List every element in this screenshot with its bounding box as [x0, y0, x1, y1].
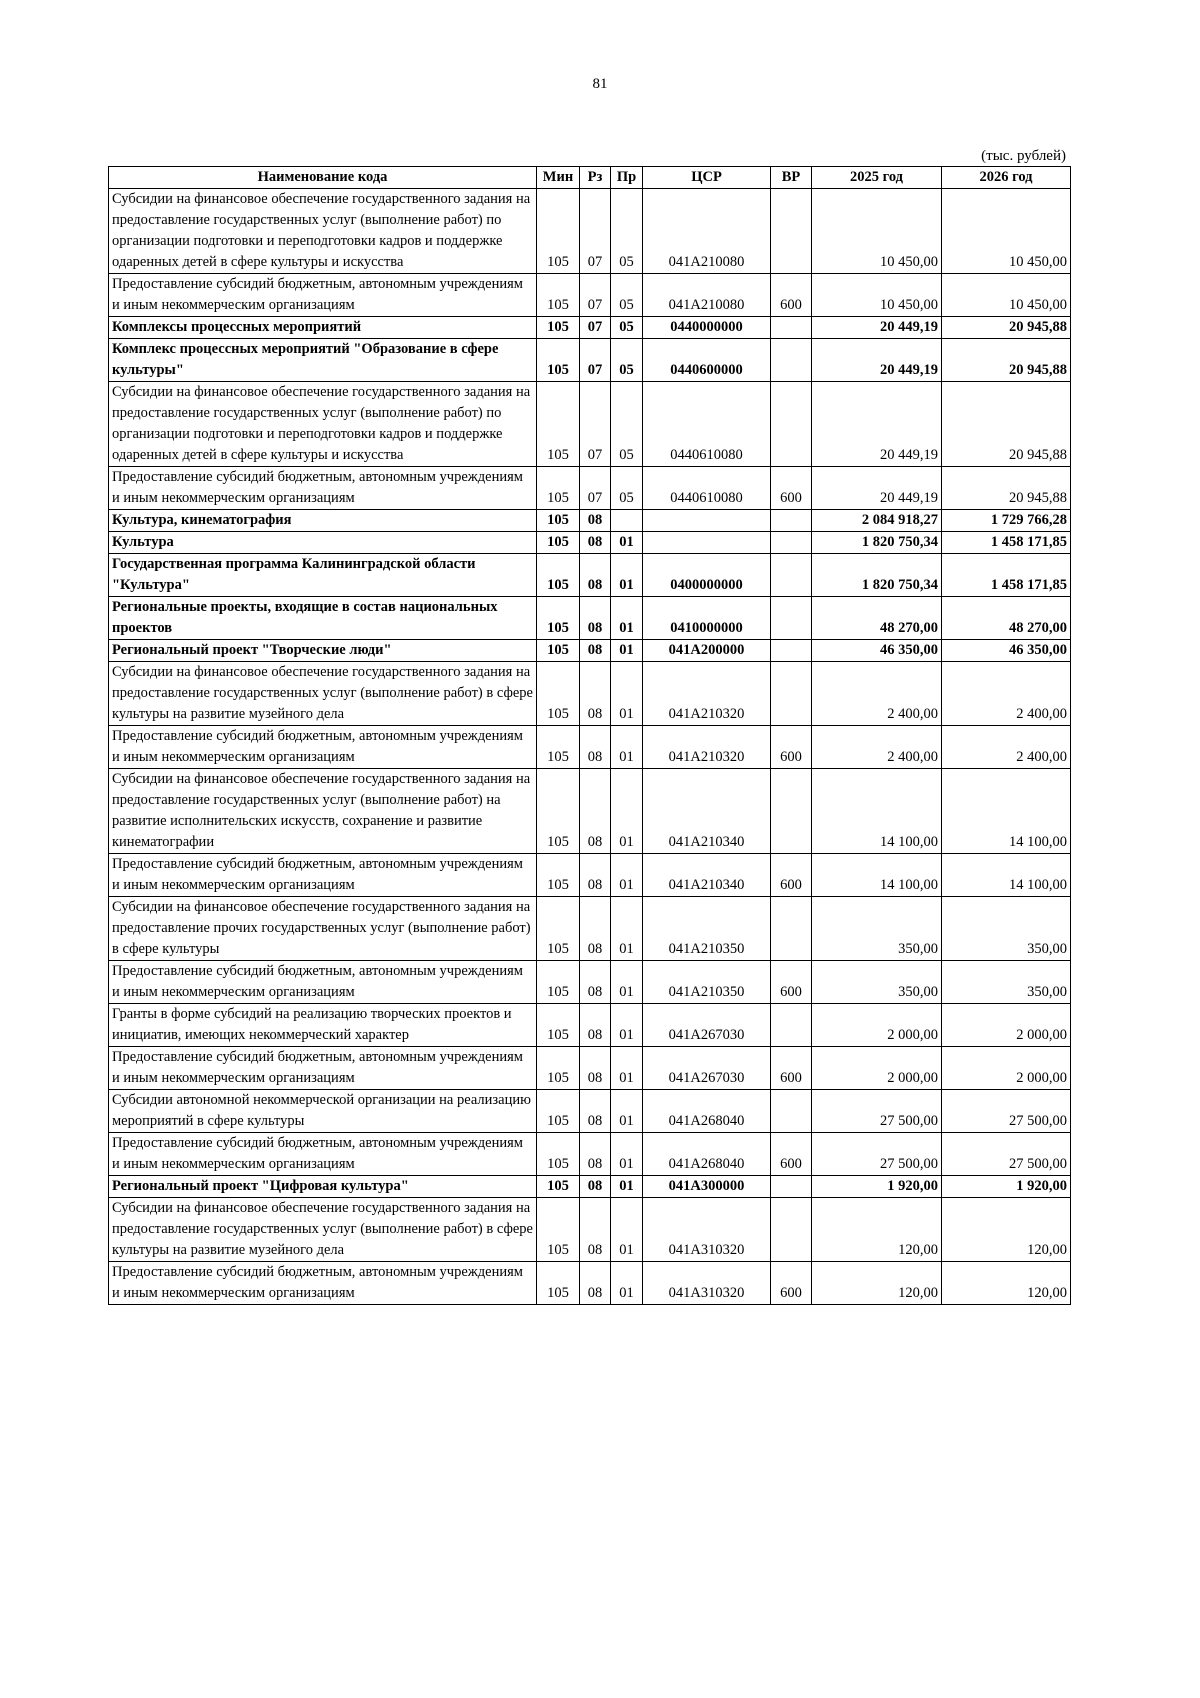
cell-2026: 10 450,00	[942, 274, 1071, 317]
cell-vr: 600	[771, 467, 812, 510]
header-2026: 2026 год	[942, 167, 1071, 189]
page-number: 81	[592, 76, 608, 92]
cell-2026: 1 920,00	[942, 1176, 1071, 1198]
cell-2025: 350,00	[812, 961, 942, 1004]
cell-name: Субсидии автономной некоммерческой организации на реализацию мероприятий в сфере культуры	[109, 1090, 537, 1133]
cell-2025: 2 000,00	[812, 1004, 942, 1047]
cell-csr: 0440610080	[643, 382, 771, 467]
cell-2025: 10 450,00	[812, 189, 942, 274]
cell-csr: 041А300000	[643, 1176, 771, 1198]
cell-rz: 07	[580, 189, 611, 274]
cell-csr: 041А200000	[643, 640, 771, 662]
cell-csr: 041А310320	[643, 1262, 771, 1305]
cell-2026: 2 400,00	[942, 726, 1071, 769]
cell-name: Субсидии на финансовое обеспечение государственного задания на предоставление государственных услуг (выполнение работ) в сфере культуры на развитие музейного дела	[109, 662, 537, 726]
cell-pr: 01	[611, 1004, 643, 1047]
cell-vr: 600	[771, 961, 812, 1004]
cell-pr: 01	[611, 662, 643, 726]
cell-min: 105	[537, 339, 580, 382]
cell-csr: 041А210350	[643, 897, 771, 961]
cell-csr: 0410000000	[643, 597, 771, 640]
cell-rz: 07	[580, 382, 611, 467]
cell-min: 105	[537, 769, 580, 854]
cell-2026: 20 945,88	[942, 382, 1071, 467]
cell-name: Культура, кинематография	[109, 510, 537, 532]
cell-vr: 600	[771, 1133, 812, 1176]
cell-rz: 07	[580, 339, 611, 382]
cell-rz: 08	[580, 1198, 611, 1262]
cell-min: 105	[537, 1004, 580, 1047]
cell-csr: 0400000000	[643, 554, 771, 597]
table-row	[109, 467, 1071, 510]
cell-rz: 08	[580, 510, 611, 532]
cell-csr: 041А210340	[643, 854, 771, 897]
cell-csr: 0440610080	[643, 467, 771, 510]
cell-name: Предоставление субсидий бюджетным, автономным учреждениям и иным некоммерческим организациям	[109, 1047, 537, 1090]
cell-2025: 27 500,00	[812, 1090, 942, 1133]
table-row	[109, 1176, 1071, 1198]
cell-vr	[771, 317, 812, 339]
cell-rz: 08	[580, 1047, 611, 1090]
cell-min: 105	[537, 554, 580, 597]
table-row	[109, 554, 1071, 597]
cell-min: 105	[537, 1090, 580, 1133]
cell-name: Субсидии на финансовое обеспечение государственного задания на предоставление государственных услуг (выполнение работ) на развитие исполнительских искусств, сохранение и развитие кинематографии	[109, 769, 537, 854]
cell-name: Предоставление субсидий бюджетным, автономным учреждениям и иным некоммерческим организациям	[109, 854, 537, 897]
cell-vr	[771, 554, 812, 597]
cell-min: 105	[537, 274, 580, 317]
table-row	[109, 510, 1071, 532]
cell-csr: 041А268040	[643, 1133, 771, 1176]
cell-vr: 600	[771, 1047, 812, 1090]
table-row	[109, 1047, 1071, 1090]
cell-2025: 20 449,19	[812, 467, 942, 510]
cell-min: 105	[537, 640, 580, 662]
header-vr: ВР	[771, 167, 812, 189]
cell-2026: 14 100,00	[942, 769, 1071, 854]
cell-name: Предоставление субсидий бюджетным, автономным учреждениям и иным некоммерческим организациям	[109, 1262, 537, 1305]
cell-pr: 05	[611, 274, 643, 317]
cell-2025: 10 450,00	[812, 274, 942, 317]
cell-csr	[643, 532, 771, 554]
cell-min: 105	[537, 317, 580, 339]
table-row	[109, 640, 1071, 662]
cell-2025: 1 920,00	[812, 1176, 942, 1198]
table-body	[109, 189, 1071, 1305]
cell-2026: 20 945,88	[942, 339, 1071, 382]
cell-name: Субсидии на финансовое обеспечение государственного задания на предоставление государственных услуг (выполнение работ) в сфере культуры на развитие музейного дела	[109, 1198, 537, 1262]
cell-2025: 14 100,00	[812, 769, 942, 854]
table-row	[109, 339, 1071, 382]
cell-vr	[771, 897, 812, 961]
cell-2025: 1 820 750,34	[812, 532, 942, 554]
cell-vr: 600	[771, 274, 812, 317]
cell-vr	[771, 532, 812, 554]
cell-2026: 1 458 171,85	[942, 554, 1071, 597]
cell-2026: 120,00	[942, 1262, 1071, 1305]
table-row	[109, 726, 1071, 769]
cell-rz: 08	[580, 532, 611, 554]
cell-min: 105	[537, 961, 580, 1004]
table-row	[109, 1004, 1071, 1047]
cell-2025: 2 400,00	[812, 726, 942, 769]
cell-csr: 041А267030	[643, 1004, 771, 1047]
cell-csr: 0440000000	[643, 317, 771, 339]
cell-min: 105	[537, 1262, 580, 1305]
table-row	[109, 597, 1071, 640]
table-row	[109, 1198, 1071, 1262]
cell-pr: 01	[611, 769, 643, 854]
cell-min: 105	[537, 1047, 580, 1090]
cell-2026: 27 500,00	[942, 1090, 1071, 1133]
cell-pr: 05	[611, 317, 643, 339]
cell-rz: 08	[580, 1176, 611, 1198]
cell-name: Субсидии на финансовое обеспечение государственного задания на предоставление государственных услуг (выполнение работ) по организации подготовки и переподготовки кадров и поддержке одаренных детей в сфере культуры и искусства	[109, 382, 537, 467]
cell-2026: 20 945,88	[942, 467, 1071, 510]
cell-min: 105	[537, 897, 580, 961]
header-rz: Рз	[580, 167, 611, 189]
cell-2025: 120,00	[812, 1262, 942, 1305]
cell-2025: 1 820 750,34	[812, 554, 942, 597]
cell-rz: 07	[580, 467, 611, 510]
cell-pr: 01	[611, 897, 643, 961]
cell-min: 105	[537, 597, 580, 640]
cell-pr: 01	[611, 726, 643, 769]
table-row	[109, 1133, 1071, 1176]
cell-vr	[771, 382, 812, 467]
cell-2026: 2 000,00	[942, 1004, 1071, 1047]
cell-vr	[771, 189, 812, 274]
cell-name: Предоставление субсидий бюджетным, автономным учреждениям и иным некоммерческим организациям	[109, 467, 537, 510]
cell-vr	[771, 640, 812, 662]
cell-name: Культура	[109, 532, 537, 554]
cell-2026: 46 350,00	[942, 640, 1071, 662]
cell-2026: 14 100,00	[942, 854, 1071, 897]
cell-2026: 1 729 766,28	[942, 510, 1071, 532]
cell-min: 105	[537, 382, 580, 467]
cell-rz: 08	[580, 726, 611, 769]
cell-vr	[771, 662, 812, 726]
cell-csr: 041А267030	[643, 1047, 771, 1090]
cell-pr: 01	[611, 1133, 643, 1176]
cell-rz: 07	[580, 274, 611, 317]
header-name: Наименование кода	[109, 167, 537, 189]
cell-2025: 27 500,00	[812, 1133, 942, 1176]
cell-vr	[771, 769, 812, 854]
table-row	[109, 317, 1071, 339]
cell-name: Предоставление субсидий бюджетным, автономным учреждениям и иным некоммерческим организациям	[109, 1133, 537, 1176]
cell-name: Комплекс процессных мероприятий "Образование в сфере культуры"	[109, 339, 537, 382]
cell-min: 105	[537, 467, 580, 510]
cell-pr: 01	[611, 640, 643, 662]
cell-rz: 08	[580, 1262, 611, 1305]
table-row	[109, 897, 1071, 961]
cell-min: 105	[537, 1133, 580, 1176]
cell-2026: 350,00	[942, 961, 1071, 1004]
cell-min: 105	[537, 532, 580, 554]
cell-2025: 2 084 918,27	[812, 510, 942, 532]
cell-2026: 20 945,88	[942, 317, 1071, 339]
cell-2025: 46 350,00	[812, 640, 942, 662]
cell-2025: 2 000,00	[812, 1047, 942, 1090]
table-row	[109, 274, 1071, 317]
cell-2025: 20 449,19	[812, 339, 942, 382]
cell-pr: 01	[611, 1198, 643, 1262]
cell-2025: 120,00	[812, 1198, 942, 1262]
cell-min: 105	[537, 662, 580, 726]
cell-rz: 08	[580, 597, 611, 640]
cell-2025: 20 449,19	[812, 382, 942, 467]
cell-vr	[771, 339, 812, 382]
cell-rz: 08	[580, 554, 611, 597]
table-row	[109, 1090, 1071, 1133]
table-row	[109, 1262, 1071, 1305]
cell-csr: 0440600000	[643, 339, 771, 382]
cell-name: Гранты в форме субсидий на реализацию творческих проектов и инициатив, имеющих некоммерческий характер	[109, 1004, 537, 1047]
cell-vr	[771, 1176, 812, 1198]
cell-pr: 05	[611, 189, 643, 274]
header-row	[109, 167, 1071, 189]
cell-pr: 01	[611, 1176, 643, 1198]
cell-2025: 2 400,00	[812, 662, 942, 726]
table-row	[109, 854, 1071, 897]
header-min: Мин	[537, 167, 580, 189]
cell-pr: 01	[611, 554, 643, 597]
cell-2025: 14 100,00	[812, 854, 942, 897]
cell-rz: 08	[580, 961, 611, 1004]
cell-name: Региональный проект "Творческие люди"	[109, 640, 537, 662]
cell-2026: 10 450,00	[942, 189, 1071, 274]
cell-2025: 350,00	[812, 897, 942, 961]
cell-2026: 1 458 171,85	[942, 532, 1071, 554]
cell-rz: 08	[580, 854, 611, 897]
cell-name: Предоставление субсидий бюджетным, автономным учреждениям и иным некоммерческим организациям	[109, 274, 537, 317]
table-row	[109, 532, 1071, 554]
cell-name: Предоставление субсидий бюджетным, автономным учреждениям и иным некоммерческим организациям	[109, 726, 537, 769]
cell-rz: 08	[580, 897, 611, 961]
cell-2026: 2 400,00	[942, 662, 1071, 726]
cell-csr	[643, 510, 771, 532]
cell-pr: 01	[611, 1090, 643, 1133]
cell-rz: 08	[580, 1133, 611, 1176]
cell-min: 105	[537, 1176, 580, 1198]
cell-name: Предоставление субсидий бюджетным, автономным учреждениям и иным некоммерческим организациям	[109, 961, 537, 1004]
header-2025: 2025 год	[812, 167, 942, 189]
cell-vr	[771, 597, 812, 640]
cell-rz: 08	[580, 662, 611, 726]
cell-csr: 041А210320	[643, 662, 771, 726]
cell-min: 105	[537, 854, 580, 897]
cell-rz: 07	[580, 317, 611, 339]
table-row	[109, 961, 1071, 1004]
table-row	[109, 382, 1071, 467]
cell-min: 105	[537, 189, 580, 274]
cell-pr: 01	[611, 532, 643, 554]
cell-2026: 2 000,00	[942, 1047, 1071, 1090]
cell-2025: 20 449,19	[812, 317, 942, 339]
header-pr: Пр	[611, 167, 643, 189]
cell-pr: 05	[611, 339, 643, 382]
cell-rz: 08	[580, 640, 611, 662]
cell-pr: 01	[611, 854, 643, 897]
cell-vr	[771, 1198, 812, 1262]
cell-min: 105	[537, 1198, 580, 1262]
cell-pr: 05	[611, 467, 643, 510]
cell-vr: 600	[771, 1262, 812, 1305]
cell-csr: 041А210340	[643, 769, 771, 854]
cell-pr: 01	[611, 597, 643, 640]
table-row	[109, 769, 1071, 854]
cell-pr: 01	[611, 961, 643, 1004]
cell-2026: 120,00	[942, 1198, 1071, 1262]
cell-pr: 01	[611, 1262, 643, 1305]
cell-vr	[771, 1004, 812, 1047]
table-row	[109, 662, 1071, 726]
cell-name: Региональный проект "Цифровая культура"	[109, 1176, 537, 1198]
header-csr: ЦСР	[643, 167, 771, 189]
cell-name: Комплексы процессных мероприятий	[109, 317, 537, 339]
cell-2026: 350,00	[942, 897, 1071, 961]
cell-pr: 05	[611, 382, 643, 467]
cell-vr: 600	[771, 854, 812, 897]
cell-csr: 041А268040	[643, 1090, 771, 1133]
units-label: (тыс. рублей)	[981, 148, 1066, 164]
cell-2025: 48 270,00	[812, 597, 942, 640]
cell-csr: 041А210080	[643, 189, 771, 274]
cell-csr: 041А310320	[643, 1198, 771, 1262]
cell-vr	[771, 1090, 812, 1133]
cell-pr	[611, 510, 643, 532]
cell-2026: 48 270,00	[942, 597, 1071, 640]
cell-rz: 08	[580, 1090, 611, 1133]
cell-min: 105	[537, 510, 580, 532]
cell-rz: 08	[580, 769, 611, 854]
cell-name: Региональные проекты, входящие в состав национальных проектов	[109, 597, 537, 640]
cell-rz: 08	[580, 1004, 611, 1047]
cell-2026: 27 500,00	[942, 1133, 1071, 1176]
budget-table	[108, 166, 1071, 1305]
cell-name: Государственная программа Калининградской области "Культура"	[109, 554, 537, 597]
cell-csr: 041А210320	[643, 726, 771, 769]
cell-csr: 041А210350	[643, 961, 771, 1004]
cell-pr: 01	[611, 1047, 643, 1090]
table-row	[109, 189, 1071, 274]
cell-min: 105	[537, 726, 580, 769]
cell-name: Субсидии на финансовое обеспечение государственного задания на предоставление прочих государственных услуг (выполнение работ) в сфере культуры	[109, 897, 537, 961]
cell-vr	[771, 510, 812, 532]
cell-csr: 041А210080	[643, 274, 771, 317]
cell-name: Субсидии на финансовое обеспечение государственного задания на предоставление государственных услуг (выполнение работ) по организации подготовки и переподготовки кадров и поддержке одаренных детей в сфере культуры и искусства	[109, 189, 537, 274]
cell-vr: 600	[771, 726, 812, 769]
